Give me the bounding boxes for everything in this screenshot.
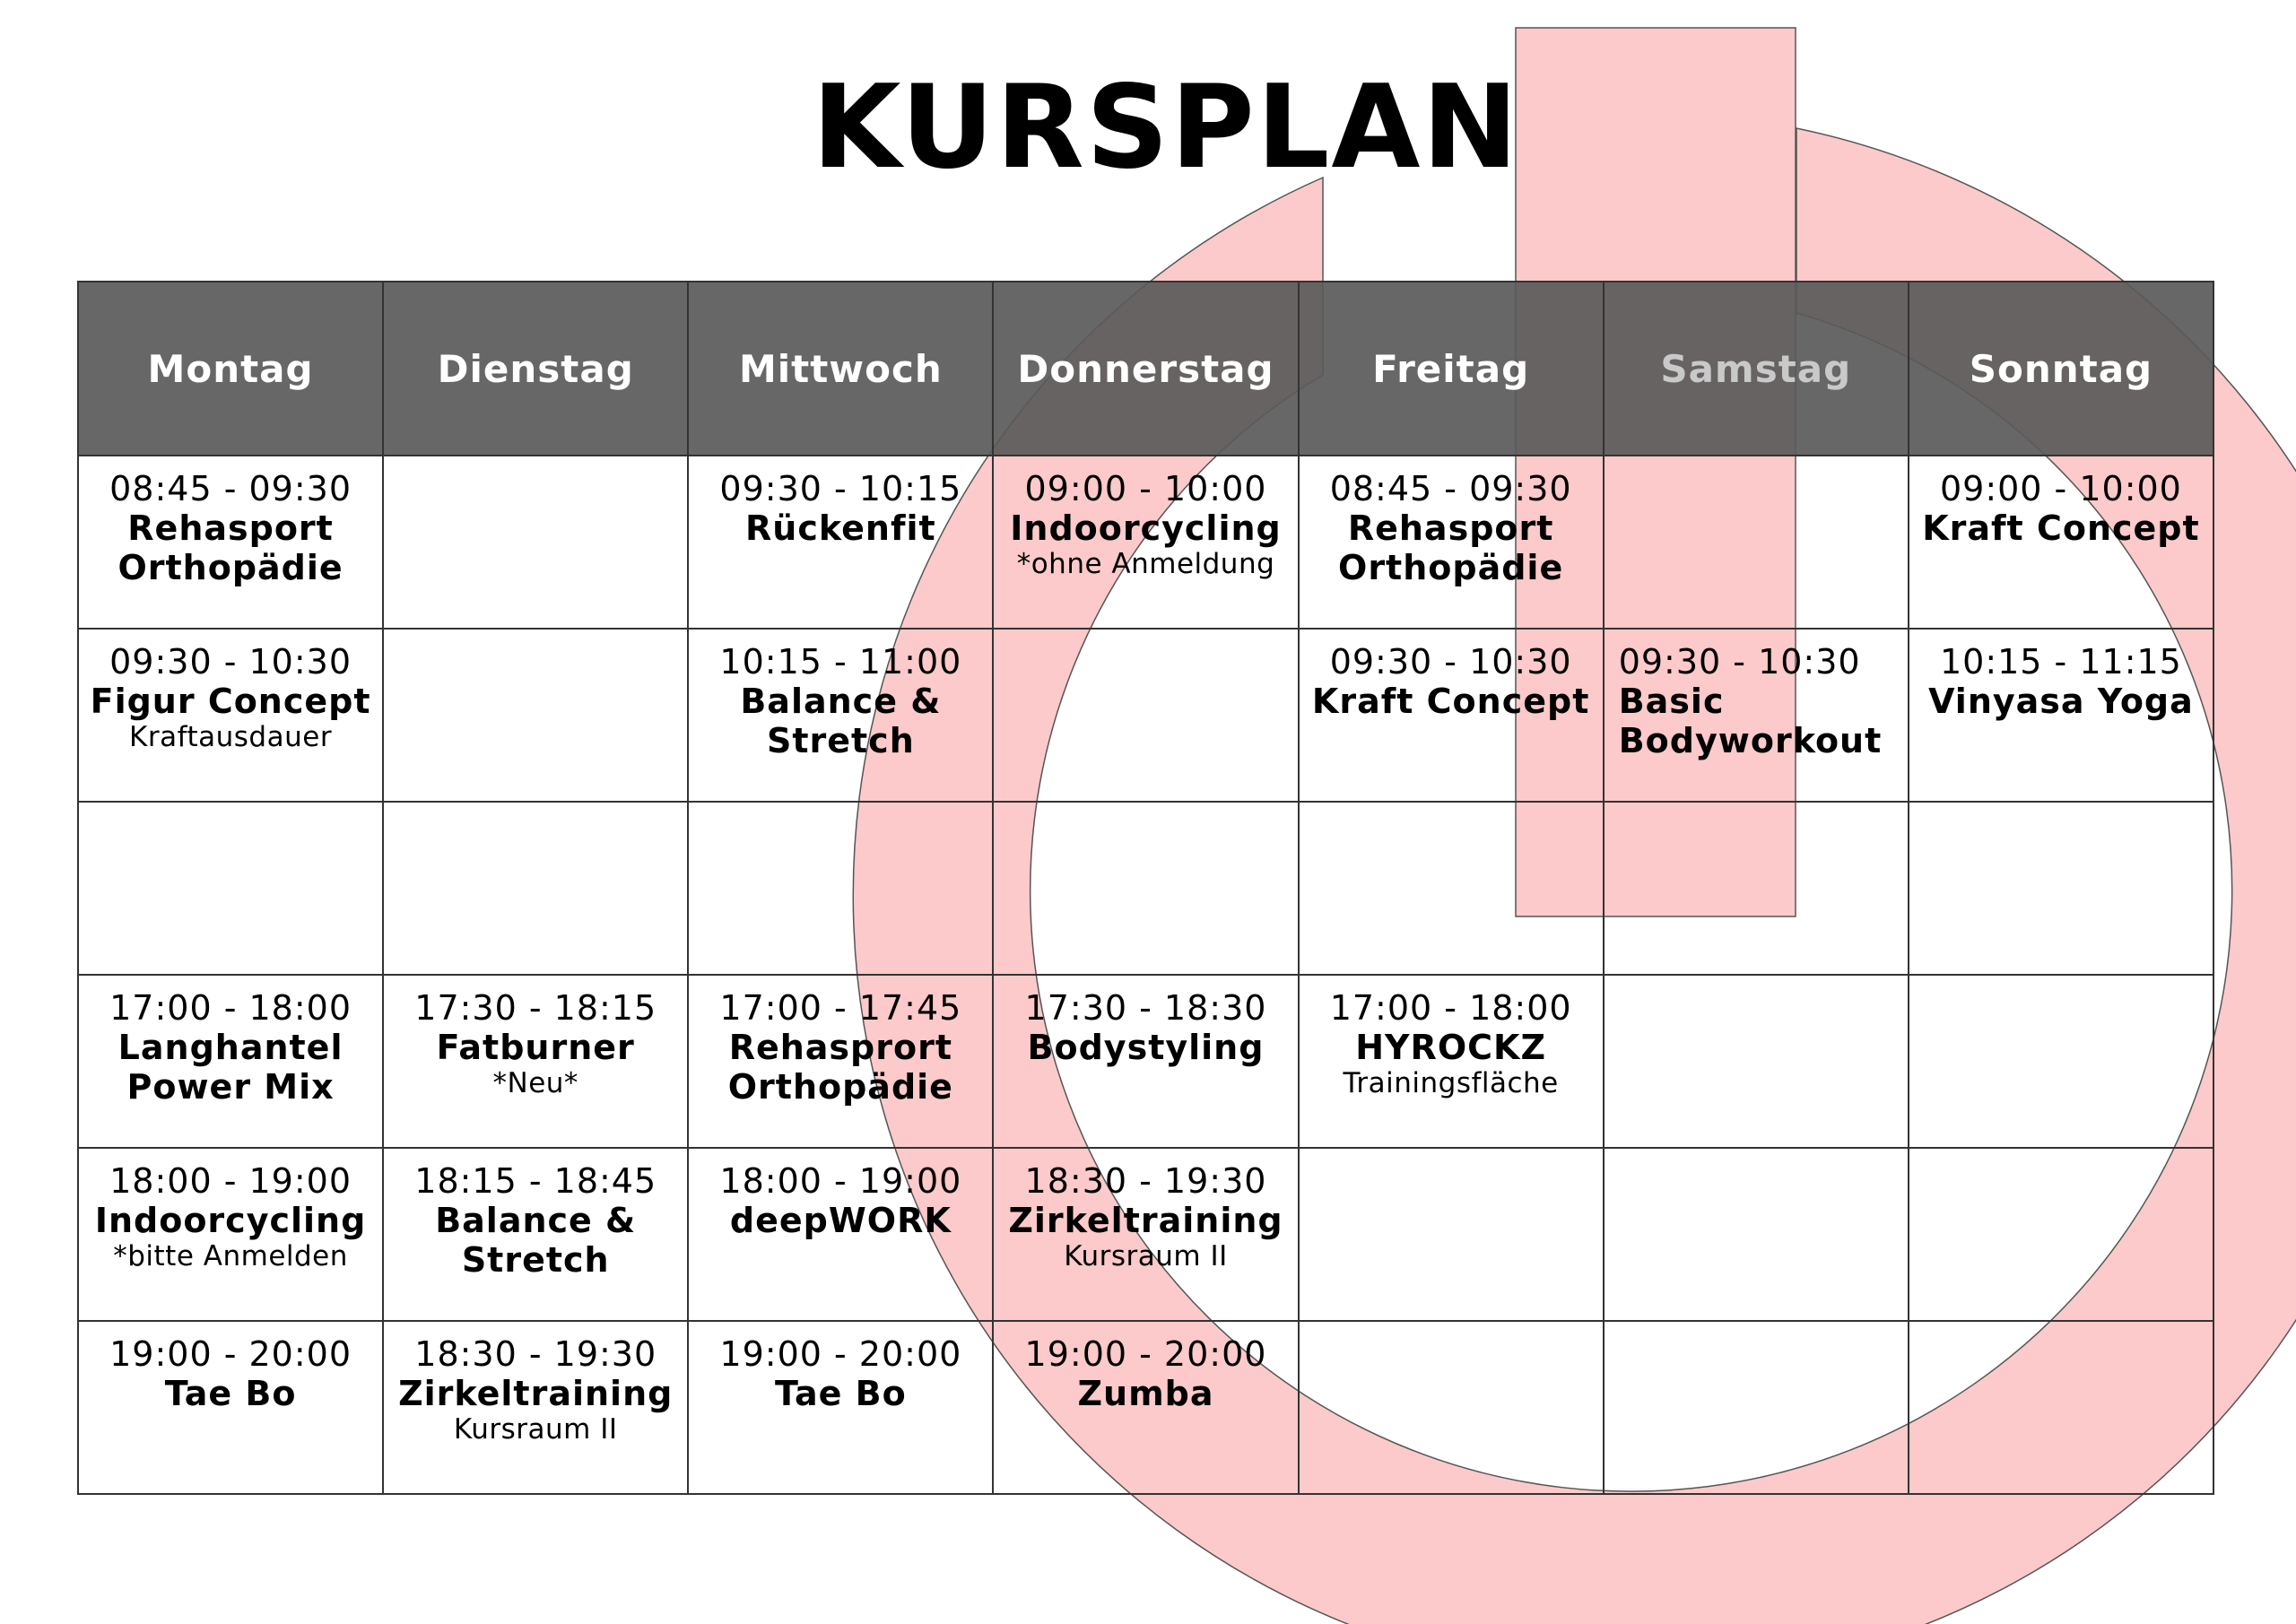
course-slot xyxy=(1604,456,1909,629)
course-slot xyxy=(1909,1321,2213,1494)
course-time: 09:30 - 10:30 xyxy=(109,642,352,682)
course-name: Balance & Stretch xyxy=(740,682,942,760)
course-slot xyxy=(383,802,688,975)
course-name: Zumba xyxy=(1077,1374,1214,1413)
course-note: *ohne Anmeldung xyxy=(1016,548,1275,580)
course-slot xyxy=(688,456,993,629)
schedule-row xyxy=(78,975,2213,1148)
schedule-row xyxy=(78,802,2213,975)
course-slot xyxy=(383,975,688,1148)
day-header-donnerstag: Donnerstag xyxy=(993,282,1298,456)
course-slot xyxy=(78,975,383,1148)
course-time: 19:00 - 20:00 xyxy=(719,1334,962,1374)
course-name: Tae Bo xyxy=(164,1374,297,1413)
course-name: Basic Bodyworkout xyxy=(1618,682,1883,760)
course-name: Balance & Stretch xyxy=(435,1201,637,1280)
course-name: Fatburner xyxy=(436,1028,635,1067)
course-slot xyxy=(1909,802,2213,975)
course-time: 17:00 - 18:00 xyxy=(1329,988,1572,1028)
course-time: 09:30 - 10:15 xyxy=(719,469,962,508)
course-slot xyxy=(1604,802,1909,975)
course-slot xyxy=(78,802,383,975)
course-name: Indoorcycling xyxy=(94,1201,367,1240)
course-slot xyxy=(1604,629,1909,802)
course-slot xyxy=(383,456,688,629)
course-slot xyxy=(993,456,1298,629)
course-slot xyxy=(1604,1321,1909,1494)
course-name: Zirkeltraining xyxy=(1008,1201,1283,1240)
course-time: 09:00 - 10:00 xyxy=(1939,469,2182,508)
page-title: KURSPLAN xyxy=(812,61,1520,195)
course-slot xyxy=(993,975,1298,1148)
course-time: 17:30 - 18:30 xyxy=(1024,988,1267,1028)
course-note: Kraftausdauer xyxy=(129,721,333,753)
course-slot xyxy=(1909,456,2213,629)
course-time: 18:00 - 19:00 xyxy=(719,1161,962,1201)
course-slot xyxy=(78,1148,383,1321)
course-time: 09:30 - 10:30 xyxy=(1329,642,1572,682)
course-time: 08:45 - 09:30 xyxy=(1329,469,1572,508)
course-slot xyxy=(1909,1148,2213,1321)
day-header-dienstag: Dienstag xyxy=(383,282,688,456)
schedule-row xyxy=(78,1148,2213,1321)
course-note: *bitte Anmelden xyxy=(113,1240,348,1272)
course-slot xyxy=(1909,975,2213,1148)
schedule-row xyxy=(78,456,2213,629)
course-schedule-table xyxy=(77,281,2214,1495)
course-slot xyxy=(1299,1321,1604,1494)
course-slot xyxy=(1299,975,1604,1148)
course-slot xyxy=(1604,1148,1909,1321)
course-time: 18:30 - 19:30 xyxy=(1024,1161,1267,1201)
course-slot xyxy=(993,1321,1298,1494)
course-time: 19:00 - 20:00 xyxy=(1024,1334,1267,1374)
day-header-montag: Montag xyxy=(78,282,383,456)
course-slot xyxy=(1604,975,1909,1148)
course-note: Trainingsfläche xyxy=(1343,1067,1559,1099)
course-time: 17:00 - 18:00 xyxy=(109,988,352,1028)
course-name: deepWORK xyxy=(729,1201,952,1240)
course-time: 17:30 - 18:15 xyxy=(414,988,657,1028)
course-slot xyxy=(993,1148,1298,1321)
course-note: Kursraum II xyxy=(1064,1240,1228,1272)
course-slot xyxy=(993,802,1298,975)
course-slot xyxy=(78,456,383,629)
course-name: Figur Concept xyxy=(90,682,371,721)
course-name: Kraft Concept xyxy=(1922,508,2200,548)
course-name: Indoorcycling xyxy=(1010,508,1282,548)
course-time: 10:15 - 11:15 xyxy=(1939,642,2182,682)
course-slot xyxy=(688,1148,993,1321)
course-time: 08:45 - 09:30 xyxy=(109,469,352,508)
course-slot xyxy=(383,1148,688,1321)
course-name: Tae Bo xyxy=(774,1374,907,1413)
course-note: *Neu* xyxy=(492,1067,578,1099)
course-name: Kraft Concept xyxy=(1311,682,1590,721)
day-header-sonntag: Sonntag xyxy=(1909,282,2213,456)
day-header-samstag: Samstag xyxy=(1604,282,1909,456)
course-time: 10:15 - 11:00 xyxy=(719,642,962,682)
day-header-mittwoch: Mittwoch xyxy=(688,282,993,456)
course-name: Rehasport Orthopädie xyxy=(117,508,344,587)
course-slot xyxy=(78,629,383,802)
course-note: Kursraum II xyxy=(453,1413,618,1446)
schedule-row xyxy=(78,629,2213,802)
course-slot xyxy=(383,629,688,802)
course-time: 18:30 - 19:30 xyxy=(414,1334,657,1374)
course-time: 18:00 - 19:00 xyxy=(109,1161,352,1201)
course-slot xyxy=(383,1321,688,1494)
course-name: HYROCKZ xyxy=(1355,1028,1547,1067)
day-header-freitag: Freitag xyxy=(1299,282,1604,456)
course-slot xyxy=(993,629,1298,802)
course-slot xyxy=(78,1321,383,1494)
schedule-row xyxy=(78,1321,2213,1494)
course-slot xyxy=(1299,456,1604,629)
course-name: Vinyasa Yoga xyxy=(1928,682,2194,721)
course-slot xyxy=(1299,629,1604,802)
course-name: Rehasprort Orthopädie xyxy=(727,1028,953,1107)
course-slot xyxy=(688,1321,993,1494)
course-slot xyxy=(688,975,993,1148)
course-slot xyxy=(1909,629,2213,802)
course-time: 19:00 - 20:00 xyxy=(109,1334,352,1374)
course-time: 18:15 - 18:45 xyxy=(414,1161,657,1201)
course-name: Bodystyling xyxy=(1027,1028,1265,1067)
course-time: 09:00 - 10:00 xyxy=(1024,469,1267,508)
course-time: 09:30 - 10:30 xyxy=(1618,642,1861,682)
course-slot xyxy=(1299,1148,1604,1321)
course-name: Rückenfit xyxy=(745,508,936,548)
course-slot xyxy=(1299,802,1604,975)
course-name: Langhantel Power Mix xyxy=(117,1028,344,1107)
course-slot xyxy=(688,802,993,975)
course-name: Zirkeltraining xyxy=(398,1374,674,1413)
course-time: 17:00 - 17:45 xyxy=(719,988,962,1028)
weekday-header-row xyxy=(78,282,2213,456)
course-slot xyxy=(688,629,993,802)
course-name: Rehasport Orthopädie xyxy=(1338,508,1564,587)
